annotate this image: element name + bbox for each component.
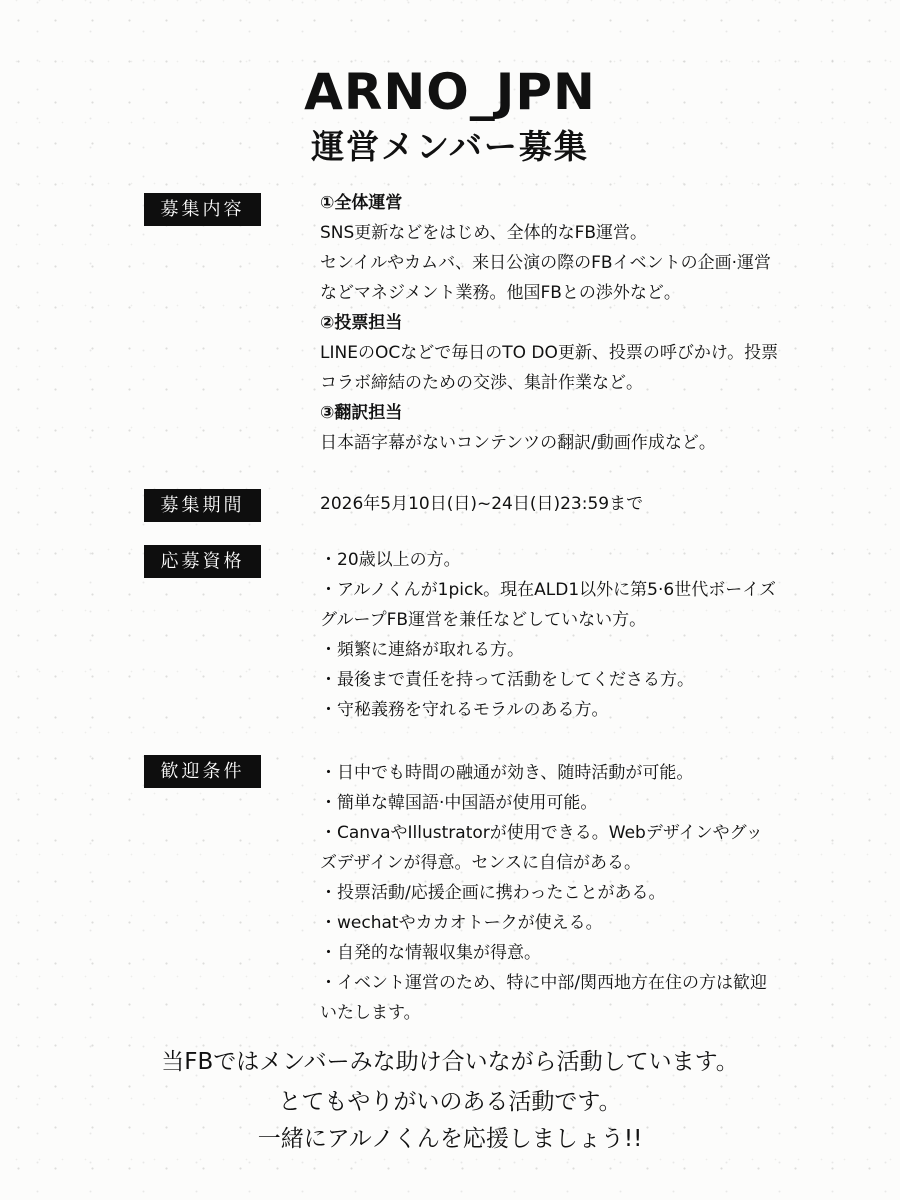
section-label: 募集内容 [144,193,261,226]
list-item: ・頻繁に連絡が取れる方。 [320,640,524,660]
list-item: ・投票活動/応援企画に携わったことがある。 [320,883,666,903]
closing-line: 当FBではメンバーみな助け合いながら活動しています。 [161,1049,739,1075]
content-line: センイルやカムバ、来日公演の際のFBイベントの企画·運営 [320,253,771,273]
list-item: ・簡単な韓国語·中国語が使用可能。 [320,793,598,813]
role-heading: ③翻訳担当 [320,403,403,423]
list-item: ・20歳以上の方。 [320,550,461,570]
page-subtitle: 運営メンバー募集 [311,127,589,166]
content-line: コラボ締結のための交渉、集計作業など。 [320,373,643,393]
list-item: ・日中でも時間の融通が効き、随時活動が可能。 [320,763,694,783]
closing-line: とてもやりがいのある活動です。 [278,1089,622,1115]
content-line: 日本語字幕がないコンテンツの翻訳/動画作成など。 [320,433,716,453]
list-item: ・イベント運営のため、特に中部/関西地方在住の方は歓迎 [320,973,768,993]
list-item: ・自発的な情報収集が得意。 [320,943,541,963]
page-title: ARNO_JPN [304,63,596,121]
period-text: 2026年5月10日(日)~24日(日)23:59まで [320,494,644,514]
role-heading: ②投票担当 [320,313,403,333]
section-body [320,489,860,519]
section-label: 応募資格 [144,545,261,578]
role-heading: ①全体運営 [320,193,403,213]
section-body [320,758,860,1028]
list-item: いたします。 [320,1003,421,1023]
closing-line: 一緒にアルノくんを応援しましょう!! [257,1126,643,1152]
list-item: ・CanvaやIllustratorが使用できる。Webデザインやグッ [320,823,763,843]
list-item: ・守秘義務を守れるモラルのある方。 [320,700,609,720]
section-label: 歓迎条件 [144,755,261,788]
section-label: 募集期間 [144,489,261,522]
section-body [320,188,860,458]
list-item: ・wechatやカカオトークが使える。 [320,913,603,933]
content-line: LINEのOCなどで毎日のTO DO更新、投票の呼びかけ。投票 [320,343,779,363]
list-item: ・アルノくんが1pick。現在ALD1以外に第5·6世代ボーイズ [320,580,777,600]
section-body [320,545,860,725]
list-item: グループFB運営を兼任などしていない方。 [320,610,647,630]
content-line: などマネジメント業務。他国FBとの渉外など。 [320,283,681,303]
list-item: ・最後まで責任を持って活動をしてくださる方。 [320,670,694,690]
content-line: SNS更新などをはじめ、全体的なFB運営。 [320,223,648,243]
list-item: ズデザインが得意。センスに自信がある。 [320,853,641,873]
